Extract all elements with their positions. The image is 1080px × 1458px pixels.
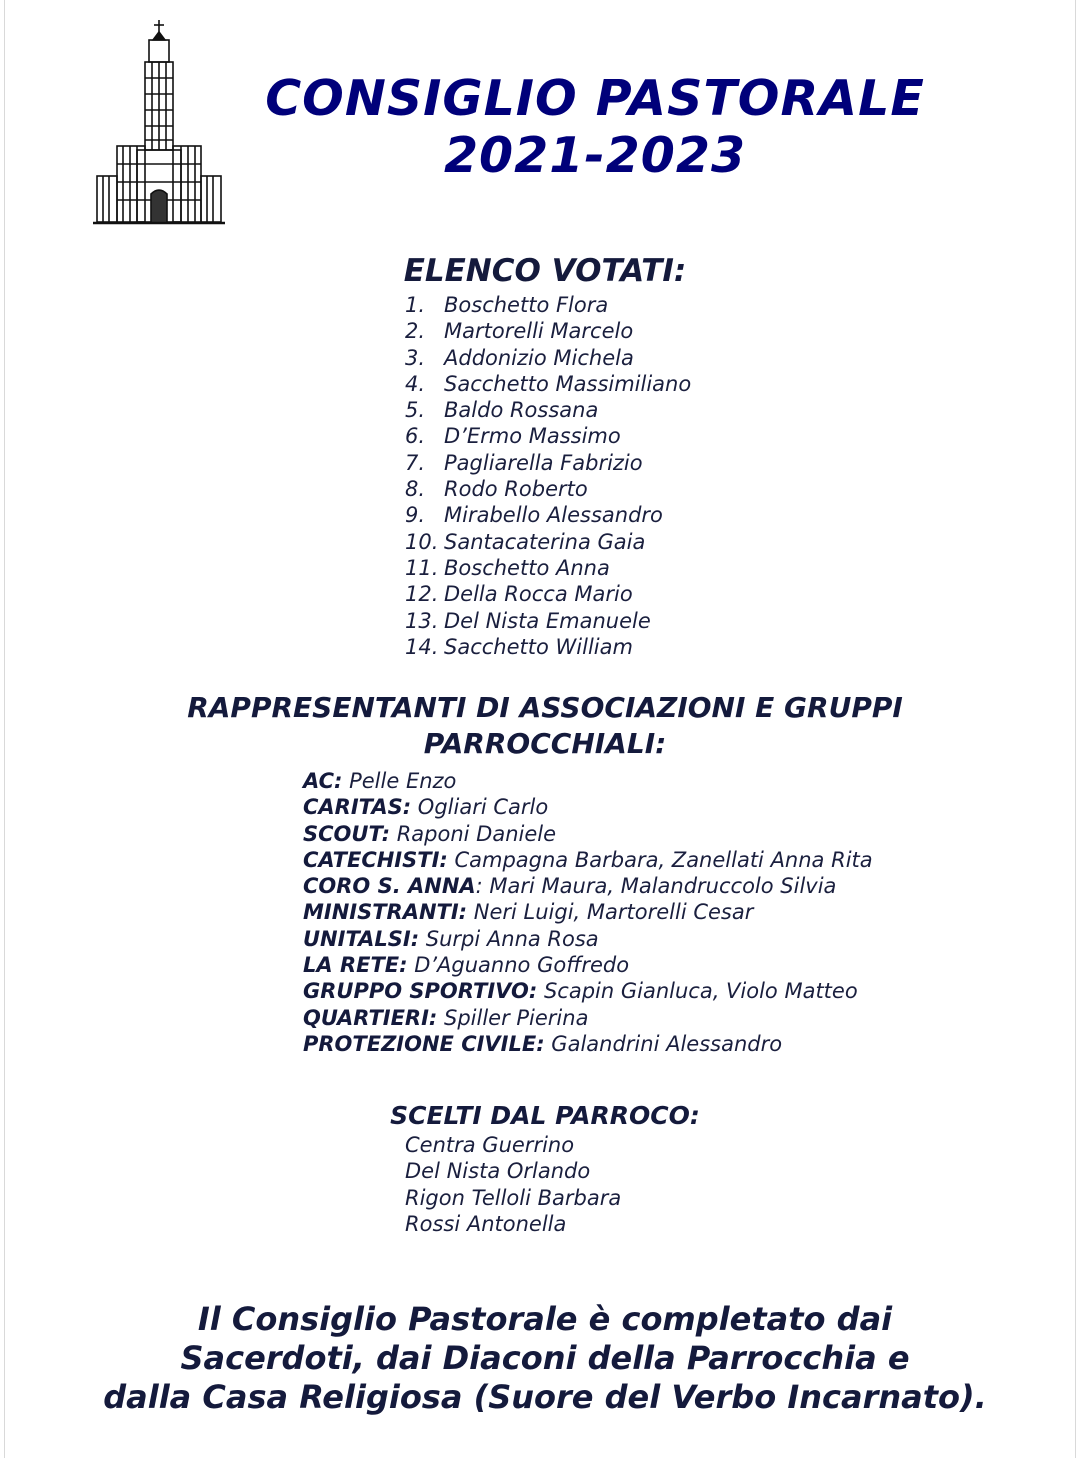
group-members: Campagna Barbara, Zanellati Anna Rita [447, 847, 873, 872]
list-item [405, 371, 691, 397]
footer-line-3: dalla Casa Religiosa (Suore del Verbo Incarnato). [103, 1378, 987, 1416]
list-item [405, 502, 691, 528]
group-label: SCOUT: [303, 821, 391, 846]
item-number: 2. [405, 319, 426, 344]
item-name: Boschetto Flora [444, 293, 609, 317]
item-name: Baldo Rossana [444, 398, 599, 423]
item-number: 13. [405, 608, 439, 633]
list-item [405, 608, 691, 634]
group-label: CORO S. ANNA [303, 874, 476, 899]
reps-heading-line-2: PARROCCHIALI: [423, 727, 667, 760]
item-number: 5. [405, 398, 426, 423]
item-name: D’Ermo Massimo [444, 424, 621, 449]
list-item [405, 555, 691, 581]
item-number: 9. [405, 503, 426, 528]
group-members: Pelle Enzo [342, 769, 457, 793]
page-title [185, 70, 1005, 184]
item-number: 6. [405, 424, 426, 449]
list-item: Del Nista Orlando [405, 1159, 591, 1184]
list-item [303, 794, 873, 820]
group-members: Ogliari Carlo [411, 795, 549, 820]
title-line-1: CONSIGLIO PASTORALE [265, 70, 925, 127]
chosen-list [405, 1132, 621, 1237]
item-name: Sacchetto Massimiliano [444, 371, 692, 396]
group-members: Surpi Anna Rosa [419, 926, 599, 951]
group-label: QUARTIERI: [303, 1005, 438, 1030]
item-number: 1. [405, 293, 426, 317]
item-number: 12. [405, 582, 439, 607]
reps-heading-line-1: RAPPRESENTANTI DI ASSOCIAZIONI E GRUPPI [187, 691, 903, 724]
list-item [303, 768, 873, 794]
list-item [405, 423, 691, 449]
list-item [405, 634, 691, 660]
list-item [405, 450, 691, 476]
list-item [303, 847, 873, 873]
list-item [405, 345, 691, 371]
list-item [303, 821, 873, 847]
group-members: D’Aguanno Goffredo [407, 953, 630, 978]
item-name: Rodo Roberto [444, 477, 588, 502]
list-item: Rossi Antonella [405, 1211, 567, 1236]
group-members: Scapin Gianluca, Violo Matteo [537, 979, 858, 1004]
list-item [405, 476, 691, 502]
group-label: AC: [303, 769, 343, 793]
voted-list [405, 292, 691, 660]
item-name: Boschetto Anna [444, 555, 610, 580]
list-item [405, 292, 691, 318]
group-label: CARITAS: [303, 795, 412, 820]
group-label: GRUPPO SPORTIVO: [303, 979, 538, 1004]
list-item: Rigon Telloli Barbara [405, 1185, 622, 1210]
document-page [4, 0, 1076, 1458]
item-name: Mirabello Alessandro [444, 503, 663, 528]
item-name: Pagliarella Fabrizio [444, 450, 643, 475]
group-label: CATECHISTI: [303, 847, 448, 872]
group-members: Galandrini Alessandro [544, 1031, 783, 1056]
item-number: 10. [405, 529, 439, 554]
group-label: PROTEZIONE CIVILE: [303, 1031, 545, 1056]
item-number: 8. [405, 477, 426, 502]
item-number: 14. [405, 634, 439, 659]
item-name: Sacchetto William [444, 634, 633, 659]
list-item [303, 1005, 873, 1031]
reps-list [303, 768, 873, 1057]
list-item [405, 397, 691, 423]
item-number: 4. [405, 371, 426, 396]
item-name: Della Rocca Mario [444, 582, 633, 607]
item-name: Martorelli Marcelo [444, 319, 634, 344]
item-number: 3. [405, 345, 426, 370]
list-item [405, 318, 691, 344]
list-item [303, 1031, 873, 1057]
reps-heading [85, 690, 1005, 762]
title-line-2: 2021-2023 [443, 127, 747, 184]
footer-note [45, 1300, 1045, 1417]
list-item [303, 899, 873, 925]
list-item [405, 581, 691, 607]
item-name: Addonizio Michela [444, 345, 634, 370]
voted-heading: ELENCO VOTATI: [403, 253, 687, 289]
footer-line-1: Il Consiglio Pastorale è completato dai [197, 1300, 893, 1338]
item-number: 11. [405, 555, 439, 580]
item-name: Del Nista Emanuele [444, 608, 651, 633]
group-label: MINISTRANTI: [303, 900, 468, 925]
item-name: Santacaterina Gaia [444, 529, 646, 554]
footer-line-2: Sacerdoti, dai Diaconi della Parrocchia e [180, 1339, 910, 1377]
group-label: LA RETE: [303, 953, 408, 978]
group-members: Neri Luigi, Martorelli Cesar [467, 900, 754, 925]
group-members: Spiller Pierina [437, 1005, 589, 1030]
list-item [303, 926, 873, 952]
list-item [303, 952, 873, 978]
group-members: Raponi Daniele [390, 821, 557, 846]
group-members: : Mari Maura, Malandruccolo Silvia [475, 874, 837, 899]
item-number: 7. [405, 450, 426, 475]
list-item [405, 529, 691, 555]
chosen-heading: SCELTI DAL PARROCO: [390, 1101, 700, 1130]
list-item [303, 873, 873, 899]
group-label: UNITALSI: [303, 926, 420, 951]
list-item: Centra Guerrino [405, 1133, 575, 1157]
list-item [303, 978, 873, 1004]
